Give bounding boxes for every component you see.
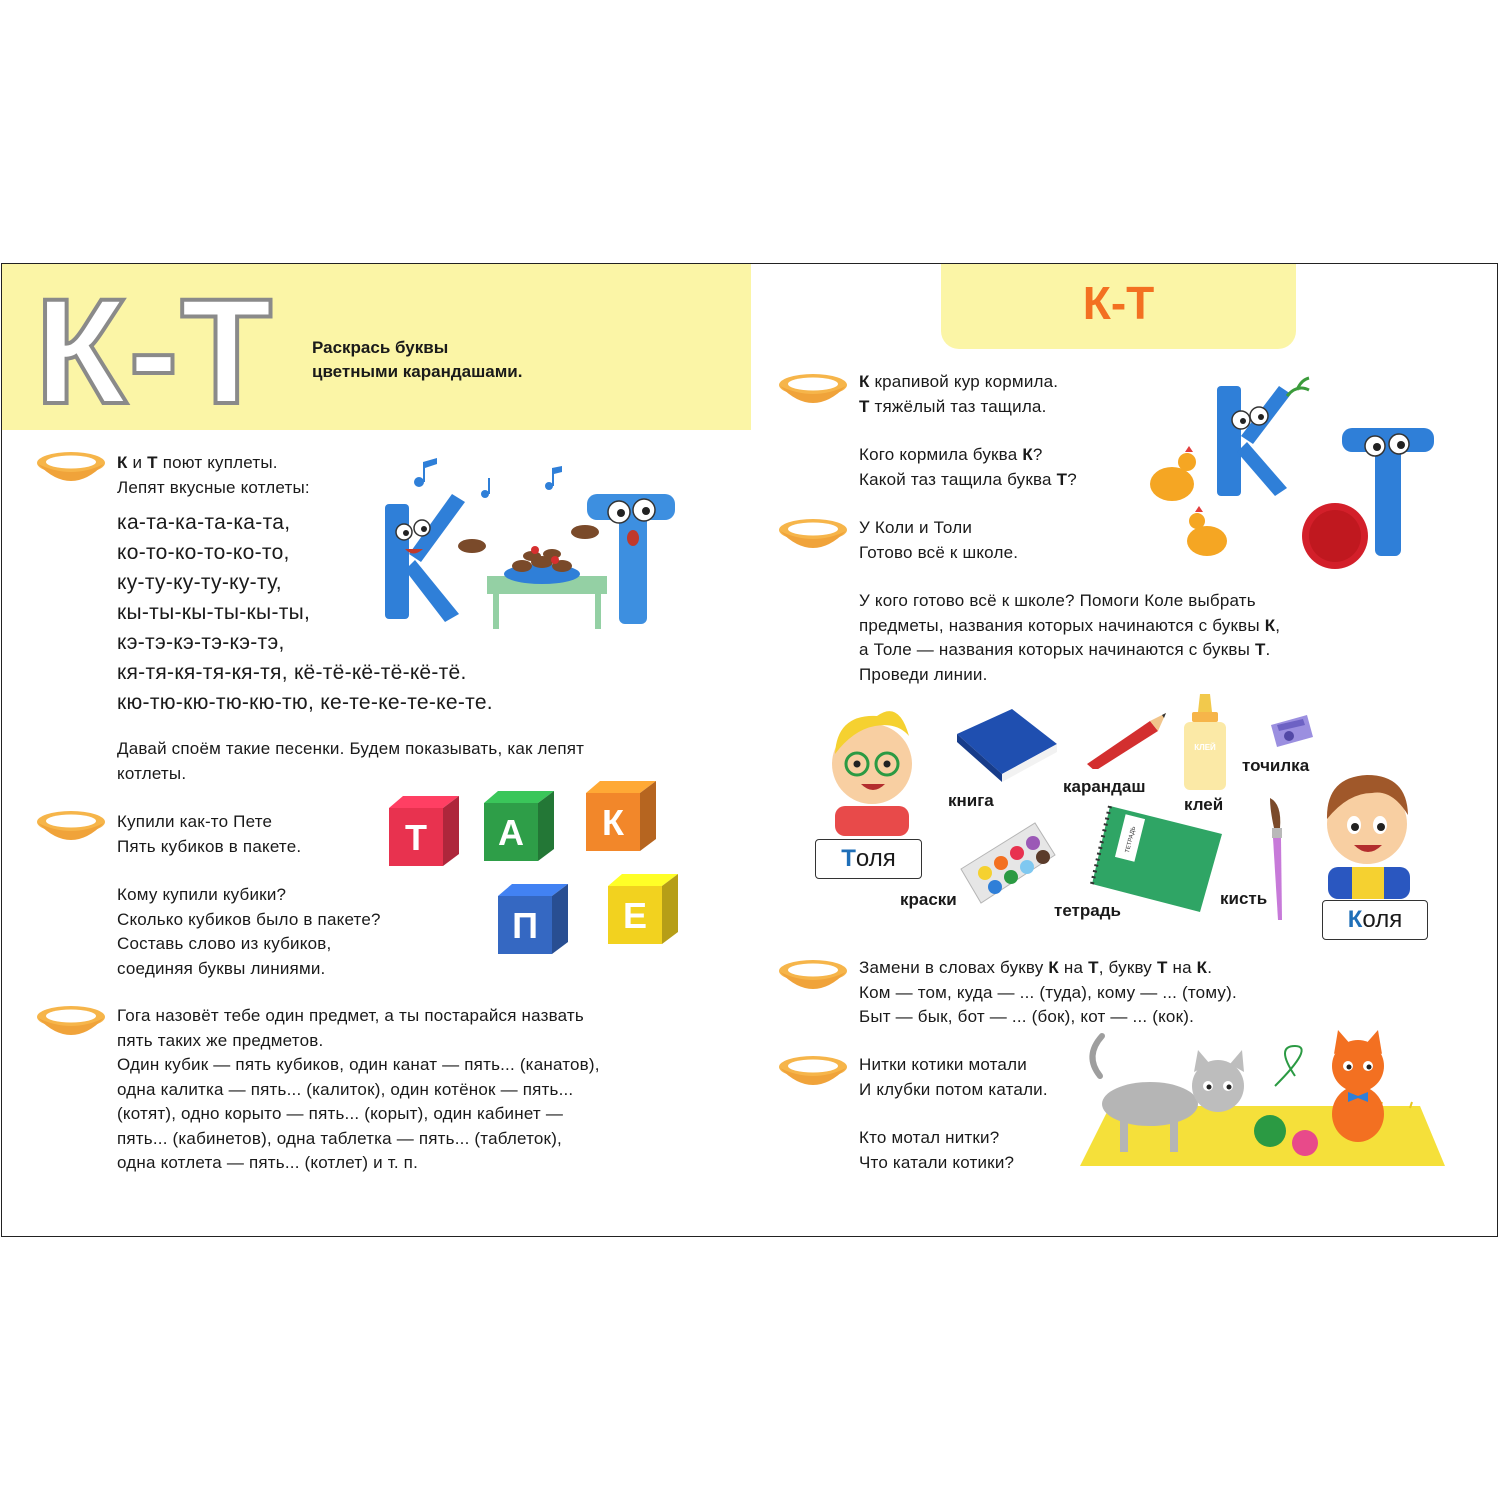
bowl-icon <box>777 1054 849 1094</box>
cube-letter: К <box>602 802 624 843</box>
letter-cube <box>606 872 681 947</box>
bowl-icon <box>35 450 107 490</box>
bowl-icon <box>777 958 849 998</box>
paints-picture <box>957 819 1057 914</box>
syllable-line: ку-ту-ку-ту-ку-ту, <box>117 571 282 594</box>
school-task: У кого готово всё к школе? Помоги Коле выбрать предметы, названия которых начинаются с буквы К, а Толе — названия которых начинаются с буквы Т. Проведи линии. <box>859 591 1281 684</box>
label-tetrad: тетрадь <box>1054 901 1121 920</box>
song-instruction: Давай споём такие песенки. Будем показывать, как лепят котлеты. <box>117 739 585 783</box>
kolya-boy-picture <box>1312 749 1422 899</box>
plural-game: Гога назовёт тебе один предмет, а ты постарайся назвать пять таких же предметов. Один кубик — пять кубиков, один канат — пять... (канатов), одна калитка — пять... (калиток), один котёнок — пять... (котят), одно корыто — пять... (корыт), один кабинет — пять... (кабинетов), одна таблетка — пять... (таблеток), одна котлета — пять... (котлет) и т. п. <box>117 1006 600 1172</box>
coloring-instruction: Раскрась буквы цветными карандашами. <box>312 338 523 381</box>
replace-letters-task: Замени в словах букву К на Т, букву Т на К. Ком — том, куда — ... (туда), кому — ... (тому). Быт — бык, бот — ... (бок), кот — ... (кок). <box>859 958 1237 1026</box>
label-tochilka: точилка <box>1242 756 1310 775</box>
name-card-kolya: Коля <box>1322 900 1428 940</box>
label-klei: клей <box>1184 795 1224 814</box>
cube-letter: Е <box>622 895 648 936</box>
book-picture <box>952 704 1062 784</box>
letter-cube <box>482 789 557 864</box>
cats-with-yarn-illustration <box>1080 1026 1450 1171</box>
syllable-line: ко-то-ко-то-ко-то, <box>117 541 290 564</box>
name-card-tolya: Толя <box>815 839 922 879</box>
glue-picture <box>1180 692 1230 792</box>
letters-cooking-illustration <box>357 454 702 634</box>
svg-text:КЛЕЙ: КЛЕЙ <box>1194 743 1216 752</box>
label-karandash: карандаш <box>1063 777 1146 796</box>
book-spread <box>1 263 1498 1237</box>
label-kist: кисть <box>1220 889 1268 908</box>
poem-kubiki: Купили как-то Пете Пять кубиков в пакете. <box>117 812 302 856</box>
bowl-icon <box>35 809 107 849</box>
syllable-line: кэ-тэ-кэ-тэ-кэ-тэ, <box>117 631 285 654</box>
hens-and-basin-illustration <box>1137 376 1457 576</box>
syllable-line: кы-ты-кы-ты-кы-ты, <box>117 601 311 624</box>
cube-letter: Т <box>405 817 427 858</box>
syllable-line: кю-тю-кю-тю-кю-тю, ке-те-ке-те-ке-те. <box>117 691 493 714</box>
sharpener-picture <box>1267 711 1317 751</box>
page-title-left: К-Т <box>35 267 275 435</box>
cube-questions: Кому купили кубики? Сколько кубиков было в пакете? Составь слово из кубиков, соединяя буквы линиями. <box>117 885 381 978</box>
svg-text:ТЕТРАДЬ: ТЕТРАДЬ <box>1124 825 1138 854</box>
page-title-right: К-Т <box>1082 277 1155 329</box>
poem-krapiva: К крапивой кур кормила. Т тяжёлый таз тащила. <box>859 372 1059 416</box>
syllable-line: ка-та-ка-та-ка-та, <box>117 511 291 534</box>
kotiki-questions: Кто мотал нитки? Что катали котики? <box>859 1128 1015 1172</box>
notebook-picture <box>1090 804 1225 914</box>
label-kniga: книга <box>948 791 994 810</box>
bowl-icon <box>777 517 849 557</box>
poem-kotlety: К и Т поют куплеты. Лепят вкусные котлеты: <box>117 453 310 497</box>
krapiva-questions: Кого кормила буква К? Какой таз тащила буква Т? <box>859 445 1077 489</box>
syllable-line: кя-тя-кя-тя-кя-тя, кё-тё-кё-тё-кё-тё. <box>117 661 467 684</box>
cube-letter: П <box>512 905 538 946</box>
letter-cube <box>387 794 462 869</box>
poem-kotiki: Нитки котики мотали И клубки потом катали. <box>859 1055 1048 1099</box>
poem-shkola: У Коли и Толи Готово всё к школе. <box>859 518 1019 562</box>
tolya-boy-picture <box>817 696 927 836</box>
label-kraski: краски <box>900 890 957 909</box>
bowl-icon <box>35 1004 107 1044</box>
pencil-picture <box>1082 709 1167 769</box>
letter-cube <box>584 779 659 854</box>
letter-cube <box>496 882 571 957</box>
cube-letter: А <box>498 812 524 853</box>
bowl-icon <box>777 372 849 412</box>
